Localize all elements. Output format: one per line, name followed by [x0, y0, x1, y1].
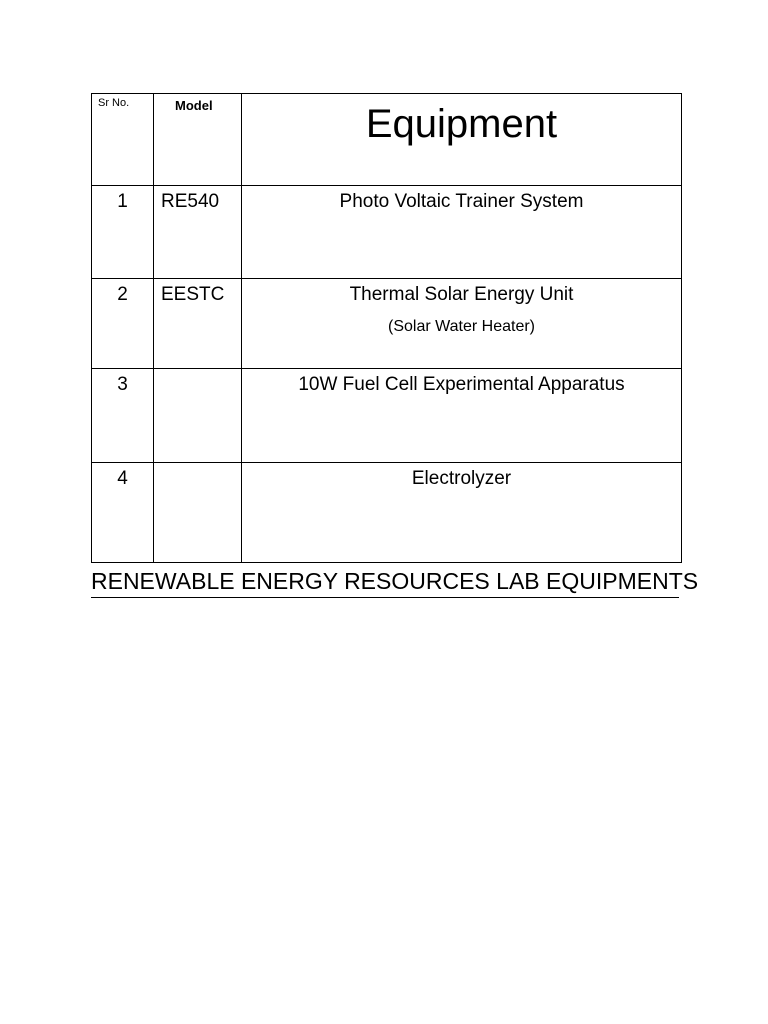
document-caption: RENEWABLE ENERGY RESOURCES LAB EQUIPMENTS [91, 568, 679, 598]
sr-no-cell: 1 [92, 186, 154, 279]
table-header-row [92, 94, 682, 186]
sr-no-cell: 4 [92, 463, 154, 563]
equipment-cell [242, 186, 682, 279]
equipment-name: Thermal Solar Energy Unit [349, 284, 574, 305]
model-cell: EESTC [154, 279, 242, 369]
table-row [92, 369, 682, 463]
header-model: Model [154, 94, 242, 186]
model-cell [154, 369, 242, 463]
equipment-name: Electrolyzer [411, 468, 512, 489]
sr-no-cell: 3 [92, 369, 154, 463]
equipment-cell [242, 279, 682, 369]
header-equipment: Equipment [242, 94, 682, 186]
equipment-table [91, 93, 682, 563]
model-cell [154, 463, 242, 563]
equipment-cell [242, 369, 682, 463]
equipment-name: 10W Fuel Cell Experimental Apparatus [298, 374, 625, 395]
table-row [92, 279, 682, 369]
sr-no-cell: 2 [92, 279, 154, 369]
header-sr-no: Sr No. [92, 94, 154, 186]
table-row [92, 186, 682, 279]
model-cell: RE540 [154, 186, 242, 279]
equipment-cell [242, 463, 682, 563]
table-row [92, 463, 682, 563]
equipment-name: Photo Voltaic Trainer System [339, 191, 584, 212]
equipment-note: (Solar Water Heater) [388, 318, 535, 335]
